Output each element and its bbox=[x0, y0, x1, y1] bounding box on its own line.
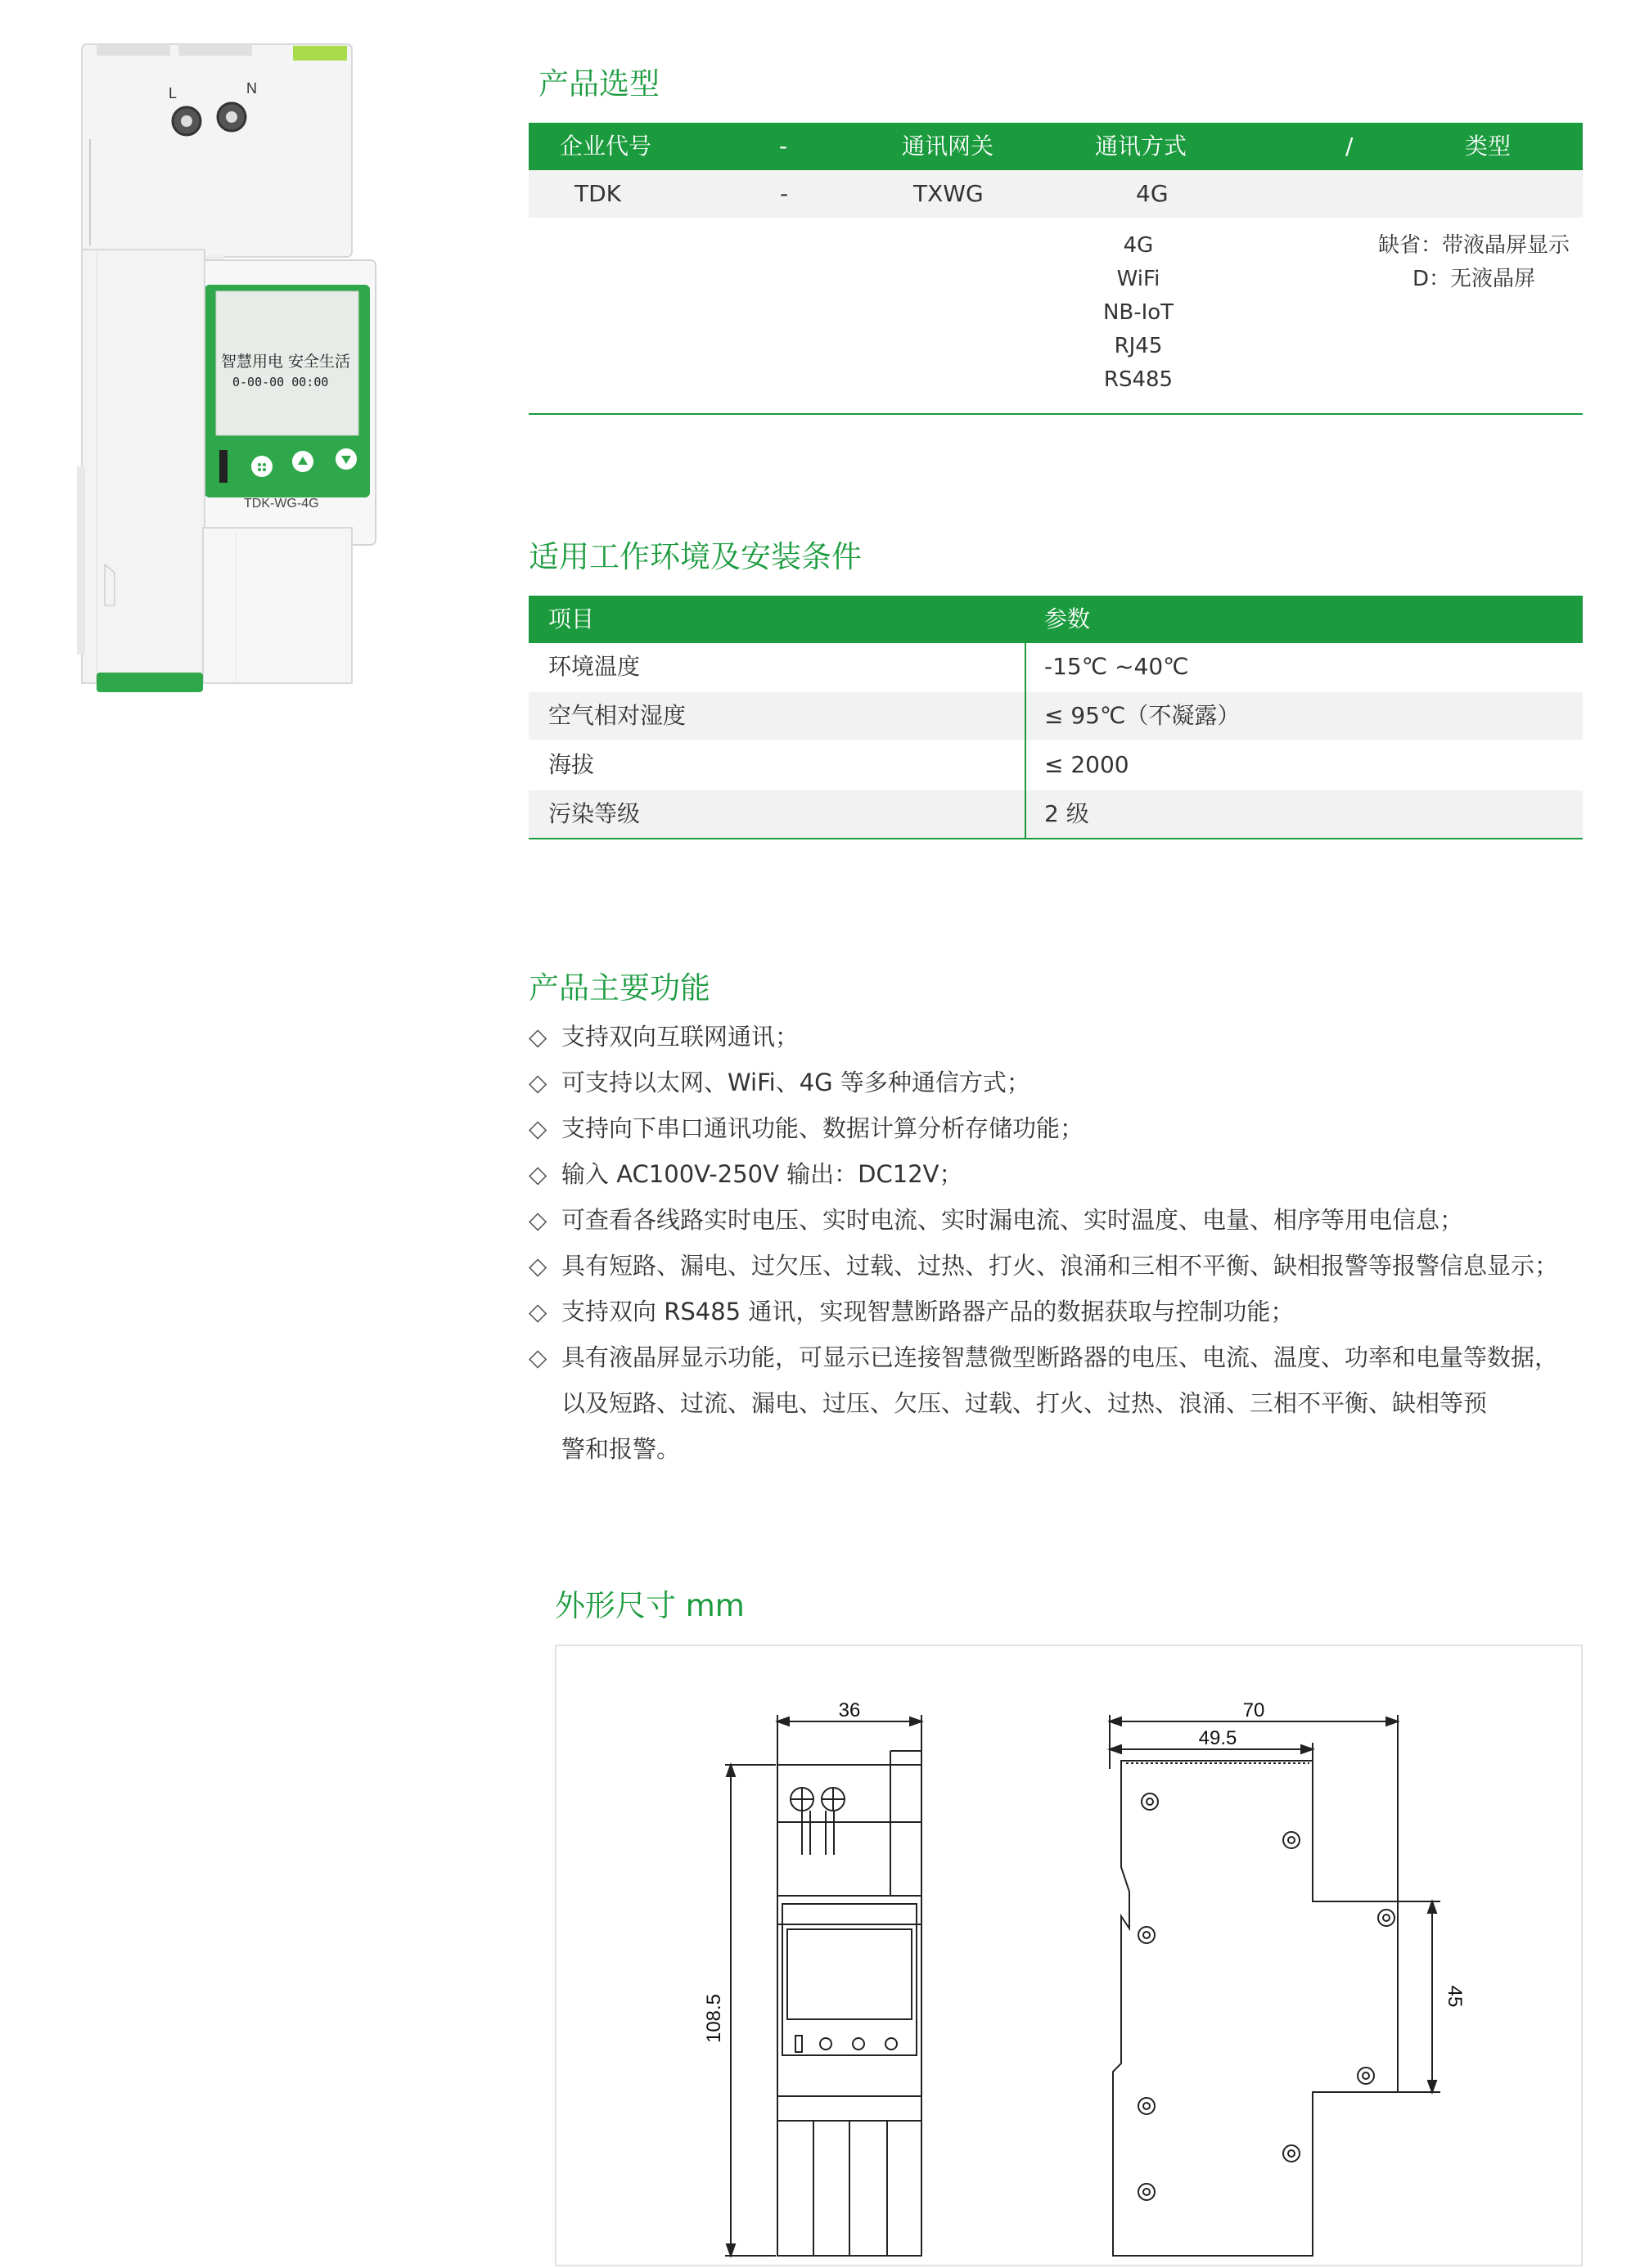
row-label: 环境温度 bbox=[548, 653, 641, 680]
diamond-bullet-icon: ◇ bbox=[529, 1160, 547, 1188]
list-item bbox=[529, 1064, 1030, 1098]
model-label: TDK-WG-4G bbox=[244, 497, 319, 511]
row-value: 2 级 bbox=[1044, 800, 1089, 827]
header-company-code: 企业代号 bbox=[560, 133, 652, 160]
selection-table-header bbox=[529, 123, 1583, 170]
dimensions-title: 外形尺寸 mm bbox=[555, 1588, 745, 1623]
header-slash: / bbox=[1345, 133, 1354, 160]
header-item: 项目 bbox=[548, 605, 595, 632]
selection-table-bottom-rule bbox=[529, 413, 1583, 415]
feature-continuation: 以及短路、过流、漏电、过压、欠压、过载、打火、过热、浪涌、三相不平衡、缺相等预 bbox=[561, 1389, 1488, 1417]
feature-text: 具有短路、漏电、过欠压、过载、过热、打火、浪涌和三相不平衡、缺相报警等报警信息显示； bbox=[561, 1252, 1559, 1280]
row-label: 海拔 bbox=[548, 751, 595, 778]
list-item bbox=[529, 1339, 1558, 1373]
column-separator bbox=[1025, 596, 1026, 838]
header-gateway: 通讯网关 bbox=[902, 133, 994, 160]
screen-slogan: 智慧用电 安全生活 bbox=[221, 353, 351, 371]
cell-tdk: TDK bbox=[574, 180, 622, 207]
table-row bbox=[529, 790, 1583, 838]
table-row bbox=[529, 643, 1583, 691]
cell-4g: 4G bbox=[1136, 180, 1169, 207]
diamond-bullet-icon: ◇ bbox=[529, 1298, 547, 1325]
environment-table-bottom-rule bbox=[529, 838, 1583, 839]
environment-title: 适用工作环境及安装条件 bbox=[529, 539, 862, 574]
row-label: 空气相对湿度 bbox=[548, 702, 687, 729]
feature-text: 支持向下串口通讯功能、数据计算分析存储功能； bbox=[561, 1114, 1084, 1142]
dim-depth-front-label: 49.5 bbox=[1198, 1727, 1237, 1749]
dimension-drawing-box bbox=[555, 1645, 1583, 2266]
screen-time: 0-00-00 00:00 bbox=[232, 375, 329, 389]
feature-text: 具有液晶屏显示功能，可显示已连接智慧微型断路器的电压、电流、温度、功率和电量等数据， bbox=[561, 1343, 1559, 1371]
feature-text: 可支持以太网、WiFi、4G 等多种通信方式； bbox=[561, 1069, 1030, 1096]
row-value: -15℃ ~40℃ bbox=[1044, 653, 1189, 680]
dim-depth-label: 70 bbox=[1242, 1699, 1265, 1721]
diamond-bullet-icon: ◇ bbox=[529, 1114, 547, 1142]
feature-text: 输入 AC100V-250V 输出：DC12V； bbox=[561, 1160, 963, 1188]
features-title: 产品主要功能 bbox=[529, 970, 710, 1006]
feature-continuation: 警和报警。 bbox=[561, 1435, 681, 1463]
diamond-bullet-icon: ◇ bbox=[529, 1206, 547, 1234]
header-type: 类型 bbox=[1465, 133, 1512, 160]
feature-text: 可查看各线路实时电压、实时电流、实时漏电流、实时温度、电量、相序等用电信息； bbox=[561, 1206, 1464, 1234]
product-image bbox=[72, 41, 399, 695]
diamond-bullet-icon: ◇ bbox=[529, 1023, 547, 1051]
dim-width-label: 36 bbox=[838, 1699, 861, 1721]
product-illustration bbox=[72, 41, 399, 695]
dim-rail-label: 45 bbox=[1444, 1985, 1466, 2008]
diamond-bullet-icon: ◇ bbox=[529, 1343, 547, 1371]
header-dash: - bbox=[779, 133, 788, 160]
row-value: ≤ 95℃（不凝露） bbox=[1044, 702, 1241, 729]
type-option: D：无液晶屏 bbox=[1412, 267, 1536, 291]
header-comm-method: 通讯方式 bbox=[1095, 133, 1187, 160]
table-row bbox=[529, 741, 1583, 789]
cell-dash: - bbox=[780, 180, 789, 207]
terminal-n-label: N bbox=[246, 80, 257, 97]
selection-example-row bbox=[529, 170, 1583, 218]
comm-option: 4G bbox=[1123, 233, 1154, 258]
diamond-bullet-icon: ◇ bbox=[529, 1069, 547, 1096]
diamond-bullet-icon: ◇ bbox=[529, 1252, 547, 1280]
cell-txwg: TXWG bbox=[913, 180, 984, 207]
list-item bbox=[529, 1110, 1084, 1144]
dimension-drawing bbox=[556, 1646, 1581, 2265]
feature-text: 支持双向 RS485 通讯，实现智慧断路器产品的数据获取与控制功能； bbox=[561, 1298, 1295, 1325]
dim-height-label: 108.5 bbox=[703, 1993, 725, 2044]
comm-options bbox=[1069, 229, 1208, 397]
list-item bbox=[529, 1019, 799, 1052]
environment-table-header bbox=[529, 596, 1583, 643]
comm-option: RS485 bbox=[1103, 367, 1174, 392]
type-options bbox=[1363, 229, 1584, 296]
environment-table bbox=[529, 596, 1583, 839]
comm-option: NB-IoT bbox=[1102, 300, 1174, 325]
header-param: 参数 bbox=[1044, 605, 1091, 632]
list-item bbox=[529, 1202, 1463, 1235]
row-value: ≤ 2000 bbox=[1044, 751, 1129, 778]
list-item bbox=[529, 1294, 1294, 1327]
row-label: 污染等级 bbox=[548, 800, 641, 827]
list-item bbox=[529, 1248, 1558, 1281]
table-row bbox=[529, 692, 1583, 740]
type-option: 缺省：带液晶屏显示 bbox=[1377, 233, 1570, 258]
list-item bbox=[529, 1156, 962, 1190]
comm-option: WiFi bbox=[1116, 267, 1160, 291]
feature-text: 支持双向互联网通讯； bbox=[561, 1023, 800, 1051]
comm-option: RJ45 bbox=[1114, 334, 1163, 358]
selection-title: 产品选型 bbox=[538, 66, 660, 101]
terminal-l-label: L bbox=[169, 85, 178, 101]
